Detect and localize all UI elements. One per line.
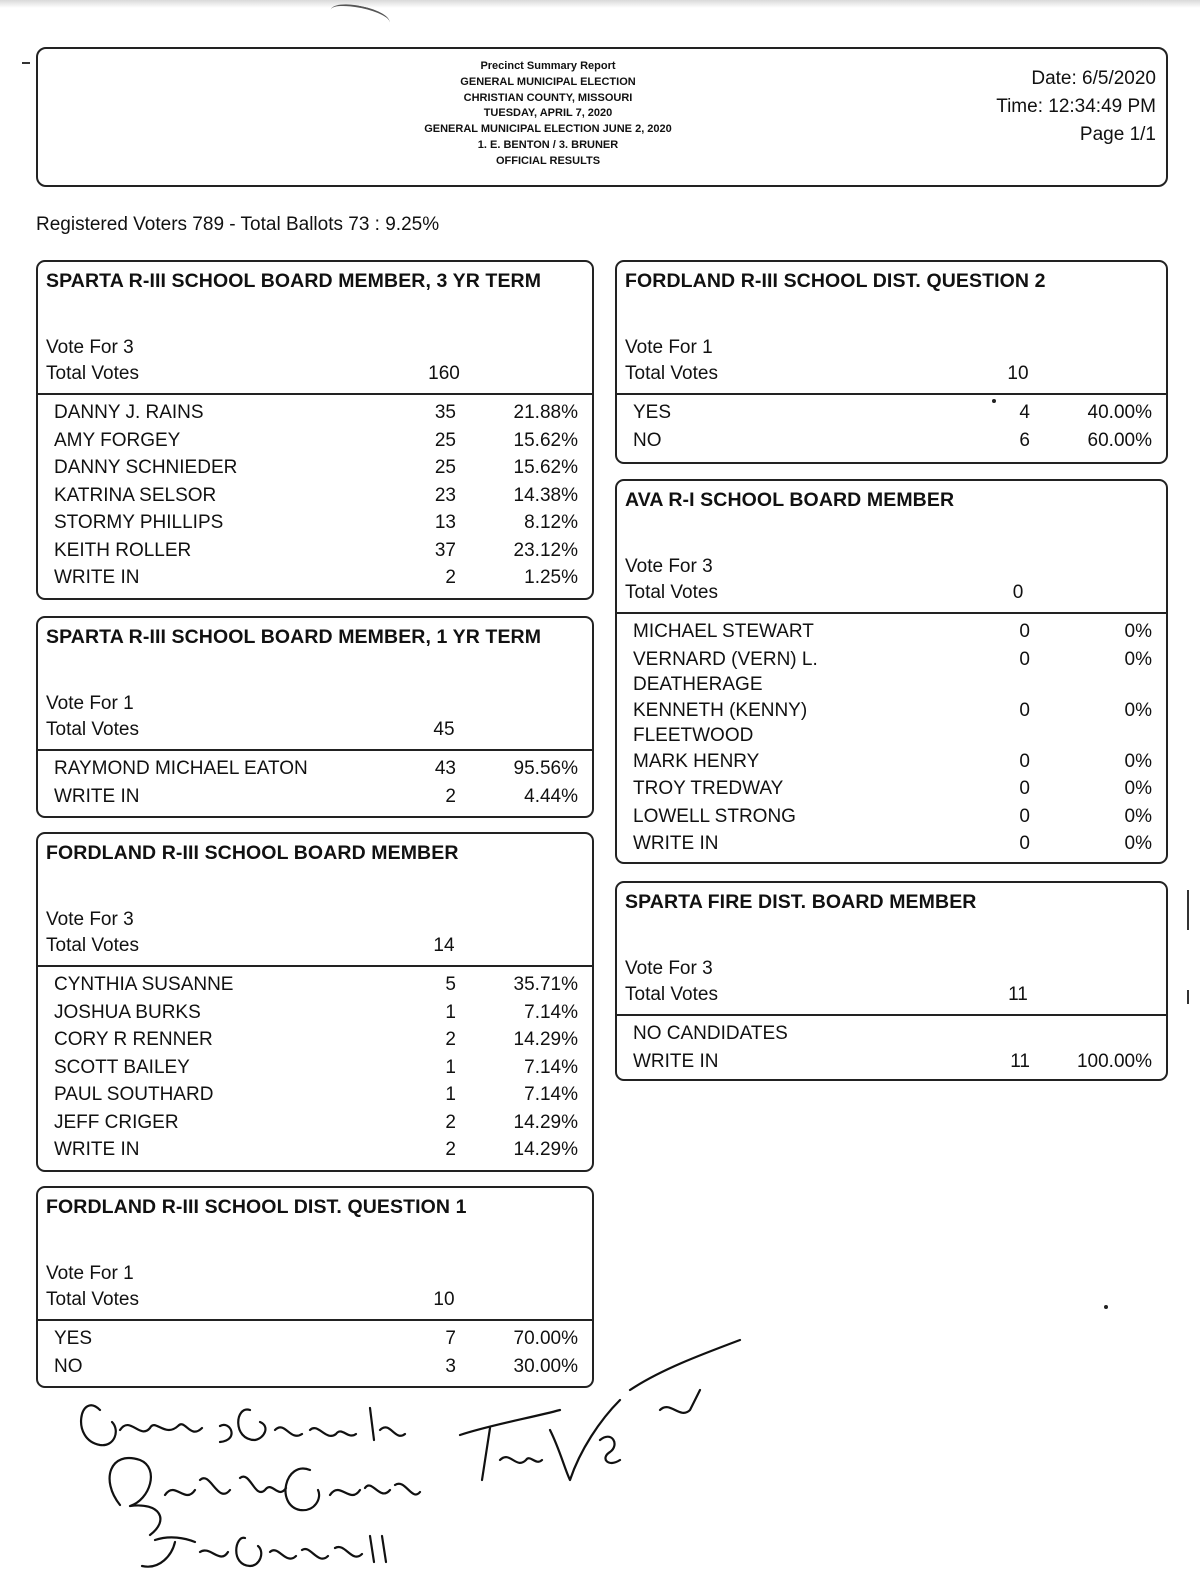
candidate-name: RAYMOND MICHAEL EATON bbox=[54, 758, 308, 779]
election-subtitle: GENERAL MUNICIPAL ELECTION JUNE 2, 2020 bbox=[424, 123, 672, 136]
vote-for-label: Vote For 3 bbox=[625, 556, 713, 577]
candidate-percent: 8.12% bbox=[524, 512, 578, 533]
candidate-votes: 35 bbox=[434, 402, 456, 423]
results-divider bbox=[38, 749, 592, 751]
candidate-percent: 35.71% bbox=[513, 974, 578, 995]
result-row bbox=[617, 621, 1166, 648]
total-votes-value: 160 bbox=[428, 363, 460, 384]
contest-box bbox=[615, 260, 1168, 464]
results-divider bbox=[617, 1014, 1166, 1016]
contest-title: SPARTA R-III SCHOOL BOARD MEMBER, 3 YR TERM bbox=[46, 270, 542, 292]
candidate-votes: 1 bbox=[445, 1056, 456, 1078]
candidate-name: YES bbox=[54, 1328, 93, 1349]
contest-box bbox=[615, 479, 1168, 864]
results-divider bbox=[38, 393, 592, 395]
candidate-name: LOWELL STRONG bbox=[633, 805, 796, 827]
result-row bbox=[38, 1057, 592, 1084]
candidate-name: NO CANDIDATES bbox=[633, 1023, 788, 1044]
contest-title: FORDLAND R-III SCHOOL DIST. QUESTION 1 bbox=[46, 1196, 467, 1218]
result-row bbox=[617, 1023, 1166, 1050]
candidate-name: MICHAEL STEWART bbox=[633, 621, 814, 642]
result-row bbox=[617, 806, 1166, 833]
total-votes-label: Total Votes bbox=[46, 935, 139, 956]
signature-tim-vogt bbox=[460, 1340, 740, 1480]
candidate-name: KENNETH (KENNY) bbox=[633, 699, 808, 721]
candidate-votes: 2 bbox=[445, 785, 456, 807]
result-row bbox=[38, 1112, 592, 1139]
contest-title: SPARTA R-III SCHOOL BOARD MEMBER, 1 YR TERM bbox=[46, 626, 542, 648]
candidate-votes: 1 bbox=[445, 1001, 456, 1023]
candidate-percent: 14.38% bbox=[513, 484, 578, 506]
candidate-votes: 7 bbox=[445, 1328, 456, 1349]
result-row bbox=[38, 457, 592, 484]
candidate-votes: 1 bbox=[445, 1084, 456, 1105]
candidate-name: VERNARD (VERN) L. bbox=[633, 648, 818, 670]
candidate-percent: 95.56% bbox=[513, 758, 578, 779]
candidate-name: NO bbox=[54, 1355, 83, 1377]
candidate-name: WRITE IN bbox=[633, 833, 719, 854]
scan-edge bbox=[0, 0, 1200, 8]
result-row bbox=[617, 778, 1166, 805]
candidate-percent: 7.14% bbox=[524, 1001, 578, 1023]
candidate-percent: 15.62% bbox=[513, 429, 578, 451]
candidate-percent: 14.29% bbox=[513, 1029, 578, 1050]
vote-for-label: Vote For 1 bbox=[46, 693, 134, 714]
candidate-name: NO bbox=[633, 429, 662, 451]
result-row bbox=[617, 648, 1166, 695]
report-header bbox=[36, 47, 1168, 187]
vote-for-label: Vote For 1 bbox=[625, 337, 713, 358]
vote-for-label: Vote For 3 bbox=[46, 337, 134, 358]
candidate-percent: 60.00% bbox=[1087, 429, 1152, 451]
scan-edge-mark bbox=[1187, 990, 1189, 1004]
candidate-name: JEFF CRIGER bbox=[54, 1111, 179, 1133]
candidate-votes: 25 bbox=[434, 457, 456, 478]
election-name: GENERAL MUNICIPAL ELECTION bbox=[460, 75, 636, 88]
results-divider bbox=[38, 1319, 592, 1321]
contest-box bbox=[36, 616, 594, 818]
candidate-percent: 40.00% bbox=[1087, 402, 1152, 423]
candidate-percent: 0% bbox=[1124, 805, 1152, 827]
total-votes-label: Total Votes bbox=[625, 582, 718, 603]
total-votes-value: 45 bbox=[433, 719, 455, 740]
candidate-percent: 14.29% bbox=[513, 1139, 578, 1160]
candidate-votes: 6 bbox=[1019, 429, 1030, 451]
result-row bbox=[38, 786, 592, 813]
results-divider bbox=[38, 965, 592, 967]
candidate-percent: 0% bbox=[1124, 750, 1152, 772]
candidate-name: STORMY PHILLIPS bbox=[54, 512, 224, 533]
total-votes-label: Total Votes bbox=[46, 719, 139, 740]
candidate-votes: 2 bbox=[445, 1139, 456, 1160]
candidate-name-continued: FLEETWOOD bbox=[633, 725, 754, 746]
candidate-percent: 0% bbox=[1124, 699, 1152, 721]
total-votes-value: 10 bbox=[1007, 363, 1029, 384]
candidate-percent: 70.00% bbox=[513, 1328, 578, 1349]
contest-title: SPARTA FIRE DIST. BOARD MEMBER bbox=[625, 891, 977, 913]
report-title-block bbox=[338, 59, 758, 170]
vote-for-label: Vote For 3 bbox=[46, 909, 134, 930]
candidate-name: DANNY SCHNIEDER bbox=[54, 457, 238, 478]
candidate-name: DANNY J. RAINS bbox=[54, 402, 204, 423]
result-row bbox=[38, 430, 592, 457]
candidate-name: AMY FORGEY bbox=[54, 429, 181, 451]
vote-for-label: Vote For 3 bbox=[625, 958, 713, 979]
candidate-votes: 0 bbox=[1019, 750, 1030, 772]
result-row bbox=[617, 699, 1166, 746]
result-row bbox=[617, 1051, 1166, 1078]
scan-speck bbox=[1104, 1305, 1108, 1309]
candidate-votes: 0 bbox=[1019, 778, 1030, 799]
result-row bbox=[617, 402, 1166, 429]
turnout-summary: Registered Voters 789 - Total Ballots 73 : 9.25% bbox=[36, 214, 440, 235]
candidate-name: WRITE IN bbox=[54, 1139, 140, 1160]
candidate-votes: 11 bbox=[1010, 1050, 1030, 1072]
candidate-votes: 0 bbox=[1019, 648, 1030, 670]
candidate-votes: 3 bbox=[445, 1355, 456, 1377]
candidate-votes: 4 bbox=[1019, 402, 1030, 423]
page-number: Page 1/1 bbox=[1079, 124, 1156, 145]
total-votes-label: Total Votes bbox=[46, 363, 139, 384]
candidate-percent: 7.14% bbox=[524, 1056, 578, 1078]
candidate-percent: 0% bbox=[1124, 648, 1152, 670]
signature-jim-russell bbox=[142, 1536, 386, 1567]
result-row bbox=[38, 758, 592, 785]
candidate-votes: 2 bbox=[445, 1029, 456, 1050]
total-votes-label: Total Votes bbox=[625, 984, 718, 1005]
candidate-percent: 23.12% bbox=[513, 539, 578, 561]
candidate-votes: 43 bbox=[434, 758, 456, 779]
candidate-percent: 30.00% bbox=[513, 1355, 578, 1377]
result-row bbox=[38, 402, 592, 429]
scan-edge-mark bbox=[1187, 890, 1189, 930]
candidate-votes: 0 bbox=[1019, 833, 1030, 854]
total-votes-value: 10 bbox=[433, 1289, 455, 1310]
candidate-name: WRITE IN bbox=[633, 1050, 719, 1072]
candidate-percent: 0% bbox=[1124, 778, 1152, 799]
result-row bbox=[38, 567, 592, 594]
result-row bbox=[38, 1002, 592, 1029]
candidate-votes: 25 bbox=[434, 429, 456, 451]
contest-box bbox=[36, 260, 594, 600]
results-divider bbox=[617, 393, 1166, 395]
candidate-name: PAUL SOUTHARD bbox=[54, 1084, 214, 1105]
candidate-votes: 0 bbox=[1019, 805, 1030, 827]
results-status: OFFICIAL RESULTS bbox=[495, 154, 601, 167]
report-date: Date: 6/5/2020 bbox=[1031, 68, 1156, 89]
report-time: Time: 12:34:49 PM bbox=[996, 96, 1156, 117]
candidate-votes: 13 bbox=[434, 512, 456, 533]
county-name: CHRISTIAN COUNTY, MISSOURI bbox=[463, 91, 633, 104]
candidate-votes: 0 bbox=[1019, 699, 1030, 721]
contest-box bbox=[615, 881, 1168, 1081]
result-row bbox=[38, 1029, 592, 1056]
candidate-name: MARK HENRY bbox=[633, 750, 760, 772]
candidate-votes: 5 bbox=[445, 974, 456, 995]
candidate-name: CYNTHIA SUSANNE bbox=[54, 974, 234, 995]
candidate-name: KEITH ROLLER bbox=[54, 539, 192, 561]
result-row bbox=[617, 751, 1166, 778]
candidate-name: WRITE IN bbox=[54, 785, 140, 807]
candidate-percent: 0% bbox=[1124, 833, 1152, 854]
result-row bbox=[38, 485, 592, 512]
result-row bbox=[38, 1139, 592, 1166]
report-meta bbox=[996, 65, 1156, 149]
election-date: TUESDAY, APRIL 7, 2020 bbox=[483, 107, 613, 120]
candidate-name: WRITE IN bbox=[54, 567, 140, 588]
candidate-percent: 100.00% bbox=[1076, 1050, 1152, 1072]
result-row bbox=[38, 974, 592, 1001]
result-row bbox=[38, 1084, 592, 1111]
candidate-percent: 0% bbox=[1124, 621, 1152, 642]
result-row bbox=[617, 430, 1166, 457]
result-row bbox=[38, 540, 592, 567]
margin-mark bbox=[22, 62, 30, 64]
candidate-percent: 4.44% bbox=[524, 785, 578, 807]
scan-speck bbox=[992, 399, 996, 403]
result-row bbox=[617, 833, 1166, 860]
contest-title: FORDLAND R-III SCHOOL BOARD MEMBER bbox=[46, 842, 459, 864]
candidate-votes: 37 bbox=[434, 539, 456, 561]
candidate-name: JOSHUA BURKS bbox=[54, 1001, 201, 1023]
total-votes-value: 11 bbox=[1008, 984, 1028, 1005]
candidate-name: CORY R RENNER bbox=[54, 1029, 213, 1050]
candidate-percent: 14.29% bbox=[513, 1111, 578, 1133]
candidate-votes: 23 bbox=[434, 484, 456, 506]
precinct-name: 1. E. BENTON / 3. BRUNER bbox=[477, 138, 619, 151]
candidate-percent: 7.14% bbox=[524, 1084, 578, 1105]
candidate-name: YES bbox=[633, 402, 672, 423]
candidate-percent: 21.88% bbox=[513, 402, 578, 423]
result-row bbox=[38, 512, 592, 539]
total-votes-value: 0 bbox=[1012, 582, 1024, 603]
signature-robin-conhan bbox=[110, 1458, 420, 1535]
candidate-name: SCOTT BAILEY bbox=[54, 1056, 190, 1078]
vote-for-label: Vote For 1 bbox=[46, 1263, 134, 1284]
candidate-votes: 0 bbox=[1019, 621, 1030, 642]
signature-carla-essick bbox=[81, 1405, 405, 1445]
total-votes-label: Total Votes bbox=[46, 1289, 139, 1310]
contest-box bbox=[36, 832, 594, 1172]
candidate-name: TROY TREDWAY bbox=[633, 778, 784, 799]
candidate-votes: 2 bbox=[445, 567, 456, 588]
report-title: Precinct Summary Report bbox=[480, 60, 616, 72]
signatures bbox=[60, 1330, 760, 1578]
total-votes-label: Total Votes bbox=[625, 363, 718, 384]
results-divider bbox=[617, 612, 1166, 614]
contest-title: FORDLAND R-III SCHOOL DIST. QUESTION 2 bbox=[625, 270, 1046, 292]
candidate-percent: 1.25% bbox=[524, 567, 578, 588]
candidate-percent: 15.62% bbox=[513, 457, 578, 478]
candidate-votes: 2 bbox=[445, 1111, 456, 1133]
candidate-name-continued: DEATHERAGE bbox=[633, 674, 763, 695]
candidate-name: KATRINA SELSOR bbox=[54, 484, 217, 506]
total-votes-value: 14 bbox=[433, 935, 455, 956]
contest-title: AVA R-I SCHOOL BOARD MEMBER bbox=[625, 489, 955, 511]
